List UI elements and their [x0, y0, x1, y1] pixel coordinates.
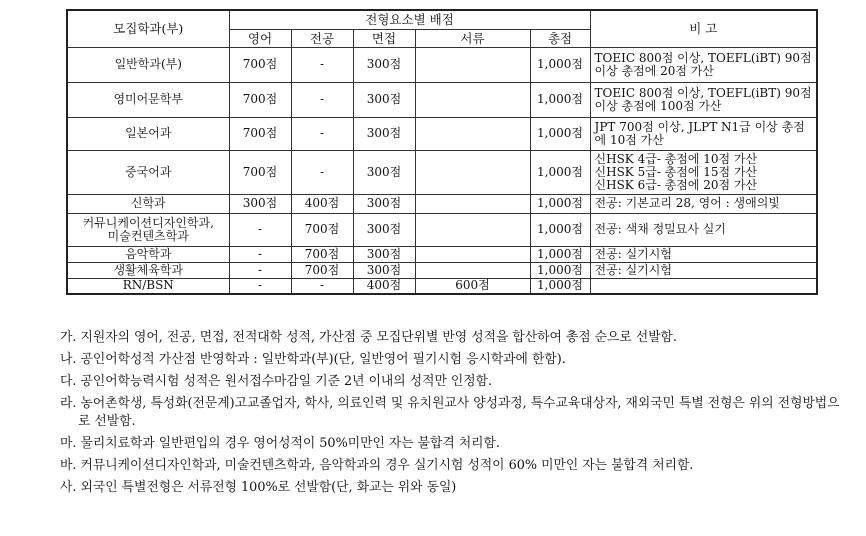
header-remarks: 비 고: [590, 10, 817, 47]
admission-score-table: [66, 9, 818, 295]
header-col-major: 전공: [291, 29, 353, 47]
notes-list: [60, 327, 850, 499]
note-item: 사. 외국인 특별전형은 서류전형 100%로 선발함(단, 화교는 위와 동일): [60, 480, 457, 495]
cell-interview: 300점: [353, 82, 415, 117]
cell-english: -: [229, 213, 291, 246]
cell-english: 700점: [229, 47, 291, 82]
cell-total: 1,000점: [530, 150, 590, 194]
note-item: 나. 공인어학성적 가산점 반영학과 : 일반학과(부)(단, 일반영어 필기시험 응시학과에 한함).: [60, 352, 566, 367]
cell-dept: 일본어과: [67, 117, 229, 150]
cell-remarks: TOEIC 800점 이상, TOEFL(iBT) 90점이상 총점에 20점 가산: [590, 47, 817, 82]
cell-remarks: JPT 700점 이상, JLPT N1급 이상 총점에 10점 가산: [590, 117, 817, 150]
header-col-total: 총점: [530, 29, 590, 47]
note-item: 다. 공인어학능력시험 성적은 원서접수마감일 기준 2년 이내의 성적만 인정함.: [60, 374, 493, 389]
cell-remarks: TOEIC 800점 이상, TOEFL(iBT) 90점이상 총점에 100점 가산: [590, 82, 817, 117]
table-row: [67, 246, 817, 262]
cell-interview: 300점: [353, 246, 415, 262]
cell-major: 400점: [291, 194, 353, 213]
cell-total: 1,000점: [530, 213, 590, 246]
cell-total: 1,000점: [530, 262, 590, 278]
header-score-group: 전형요소별 배점: [229, 10, 590, 29]
cell-remarks: [590, 278, 817, 294]
cell-major: -: [291, 47, 353, 82]
header-col-english: 영어: [229, 29, 291, 47]
cell-interview: 300점: [353, 213, 415, 246]
cell-dept: 영미어문학부: [67, 82, 229, 117]
cell-major: 700점: [291, 246, 353, 262]
cell-interview: 400점: [353, 278, 415, 294]
cell-english: -: [229, 278, 291, 294]
table-row: [67, 194, 817, 213]
table-row: [67, 262, 817, 278]
table-row: [67, 82, 817, 117]
note-item: 마. 물리치료학과 일반편입의 경우 영어성적이 50%미만인 자는 불합격 처리함.: [60, 436, 500, 451]
cell-documents: [415, 194, 530, 213]
cell-documents: [415, 262, 530, 278]
cell-remarks: 전공: 실기시험: [590, 262, 817, 278]
table-row: [67, 47, 817, 82]
cell-english: 700점: [229, 82, 291, 117]
cell-major: 700점: [291, 262, 353, 278]
cell-interview: 300점: [353, 150, 415, 194]
cell-total: 1,000점: [530, 47, 590, 82]
cell-dept: 생활체육학과: [67, 262, 229, 278]
cell-english: -: [229, 262, 291, 278]
cell-documents: 600점: [415, 278, 530, 294]
header-col-documents: 서류: [415, 29, 530, 47]
cell-dept: 중국어과: [67, 150, 229, 194]
cell-remarks: 전공: 기본교리 28, 영어 : 생애의빛: [590, 194, 817, 213]
cell-total: 1,000점: [530, 117, 590, 150]
cell-remarks: 전공: 실기시험: [590, 246, 817, 262]
note-item: 라. 농어촌학생, 특성화(전문계)고교졸업자, 학사, 의료인력 및 유치원교사 양성과정, 특수교육대상자, 재외국민 특별 전형은 위의 전형방법으로 선발함.: [60, 396, 840, 429]
table-row: [67, 150, 817, 194]
cell-dept: 신학과: [67, 194, 229, 213]
header-col-interview: 면접: [353, 29, 415, 47]
cell-total: 1,000점: [530, 246, 590, 262]
table-body: [67, 47, 817, 294]
cell-english: 300점: [229, 194, 291, 213]
cell-remarks: 전공: 색채 정밀묘사 실기: [590, 213, 817, 246]
table-row: [67, 278, 817, 294]
cell-major: 700점: [291, 213, 353, 246]
cell-dept: 커뮤니케이션디자인학과, 미술컨텐츠학과: [67, 213, 229, 246]
cell-interview: 300점: [353, 262, 415, 278]
cell-interview: 300점: [353, 117, 415, 150]
cell-documents: [415, 82, 530, 117]
cell-major: -: [291, 150, 353, 194]
cell-documents: [415, 213, 530, 246]
note-item: 가. 지원자의 영어, 전공, 면접, 전적대학 성적, 가산점 중 모집단위별 반영 성적을 합산하여 총점 순으로 선발함.: [60, 330, 677, 345]
table-row: [67, 117, 817, 150]
cell-documents: [415, 117, 530, 150]
cell-dept: 일반학과(부): [67, 47, 229, 82]
cell-dept: 음악학과: [67, 246, 229, 262]
cell-major: -: [291, 117, 353, 150]
cell-total: 1,000점: [530, 278, 590, 294]
cell-major: -: [291, 82, 353, 117]
cell-english: 700점: [229, 150, 291, 194]
note-item: 바. 커뮤니케이션디자인학과, 미술컨텐츠학과, 음악학과의 경우 실기시험 성적이 60% 미만인 자는 불합격 처리함.: [60, 458, 694, 473]
cell-english: 700점: [229, 117, 291, 150]
cell-documents: [415, 47, 530, 82]
cell-english: -: [229, 246, 291, 262]
cell-documents: [415, 150, 530, 194]
cell-total: 1,000점: [530, 82, 590, 117]
cell-interview: 300점: [353, 47, 415, 82]
cell-major: -: [291, 278, 353, 294]
cell-remarks: 신HSK 4급- 총점에 10점 가산 신HSK 5급- 총점에 15점 가산 신HSK 6급- 총점에 20점 가산: [590, 150, 817, 194]
cell-interview: 300점: [353, 194, 415, 213]
cell-total: 1,000점: [530, 194, 590, 213]
table-row: [67, 213, 817, 246]
header-dept: 모집학과(부): [67, 10, 229, 47]
cell-documents: [415, 246, 530, 262]
cell-dept: RN/BSN: [67, 278, 229, 294]
